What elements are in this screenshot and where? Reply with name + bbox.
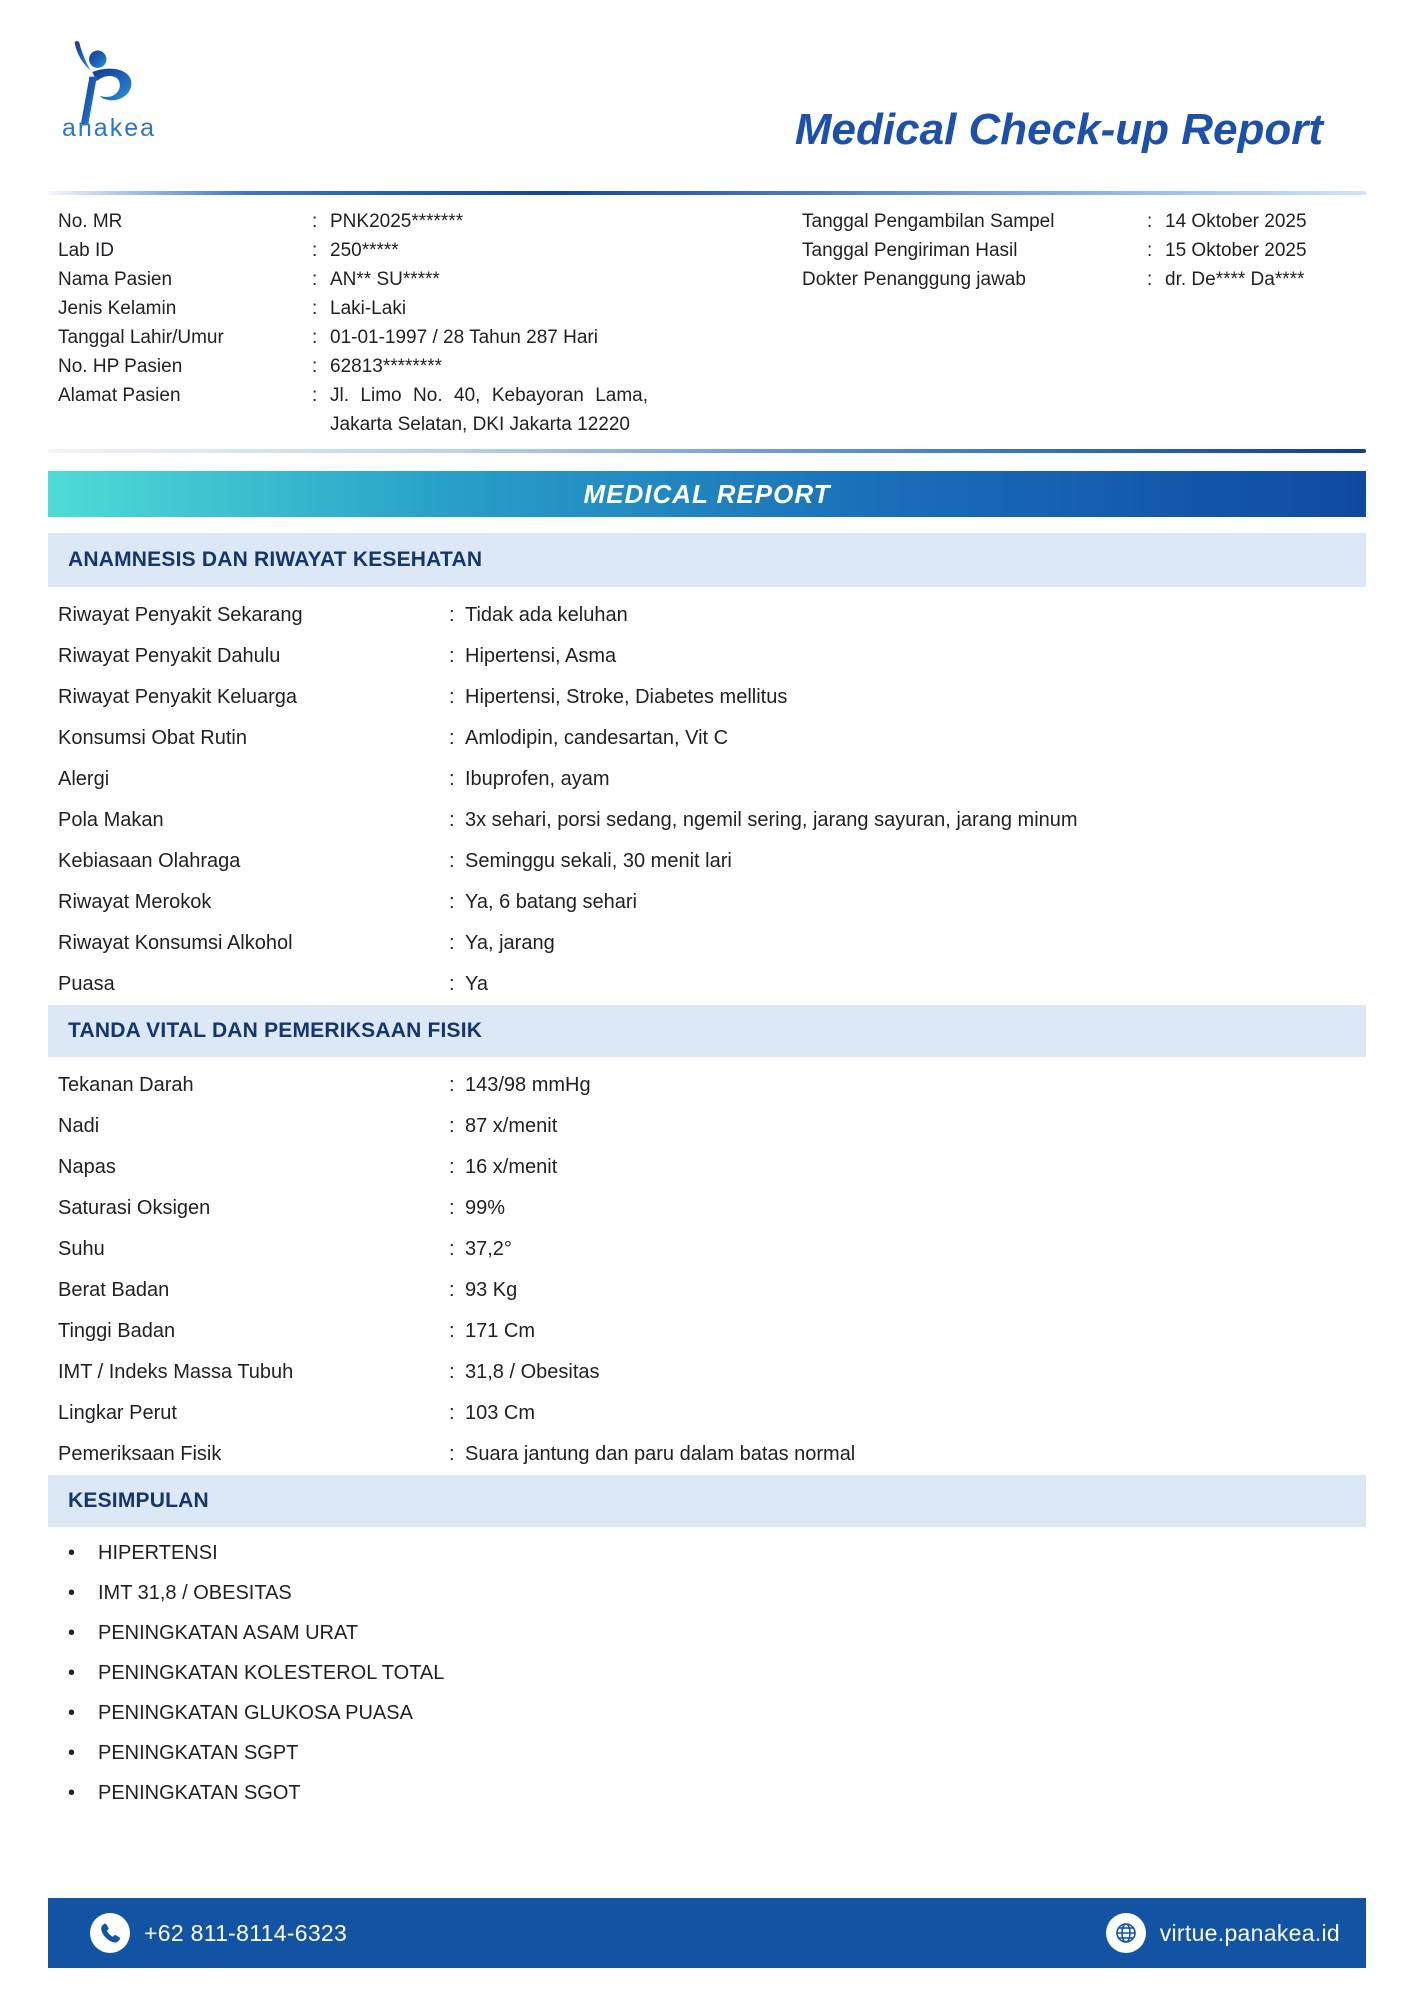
colon: : bbox=[449, 604, 455, 626]
table-row bbox=[58, 1188, 1366, 1229]
field-value: 250***** bbox=[330, 240, 399, 261]
footer-phone-group bbox=[90, 1913, 347, 1953]
section-heading-kesimpulan bbox=[48, 1475, 1366, 1527]
row-label: Saturasi Oksigen bbox=[58, 1197, 211, 1219]
colon: : bbox=[312, 385, 318, 406]
patient-row-jenis-kelamin bbox=[58, 294, 802, 323]
table-row bbox=[58, 882, 1366, 923]
row-label: Alergi bbox=[58, 768, 110, 790]
patient-row-dokter bbox=[802, 265, 1366, 294]
colon: : bbox=[312, 327, 318, 348]
colon: : bbox=[449, 1156, 455, 1178]
table-row bbox=[58, 1311, 1366, 1352]
colon: : bbox=[449, 1443, 455, 1465]
row-label: Puasa bbox=[58, 973, 115, 995]
patient-row-no-mr bbox=[58, 207, 802, 236]
colon: : bbox=[449, 932, 455, 954]
bullet-icon: • bbox=[68, 1661, 76, 1684]
row-label: Berat Badan bbox=[58, 1279, 170, 1301]
row-label: Kebiasaan Olahraga bbox=[58, 850, 241, 872]
row-value: Seminggu sekali, 30 menit lari bbox=[465, 850, 732, 872]
row-value: Ya, jarang bbox=[465, 932, 555, 954]
banner-title: MEDICAL REPORT bbox=[583, 478, 831, 509]
field-label: Alamat Pasien bbox=[58, 385, 181, 406]
field-label: Tanggal Pengiriman Hasil bbox=[802, 240, 1018, 261]
row-value: 143/98 mmHg bbox=[465, 1074, 591, 1096]
patient-row-alamat bbox=[58, 381, 802, 439]
list-item bbox=[68, 1573, 1366, 1613]
patient-row-lab-id bbox=[58, 236, 802, 265]
patient-divider bbox=[48, 449, 1366, 453]
list-item bbox=[68, 1773, 1366, 1813]
row-value: Suara jantung dan paru dalam batas normal bbox=[465, 1443, 856, 1465]
field-label: Dokter Penanggung jawab bbox=[802, 269, 1026, 290]
table-row bbox=[58, 1229, 1366, 1270]
table-row bbox=[58, 1434, 1366, 1475]
medical-report-banner bbox=[48, 471, 1366, 517]
row-value: Hipertensi, Asma bbox=[465, 645, 617, 667]
colon: : bbox=[449, 973, 455, 995]
table-row bbox=[58, 841, 1366, 882]
colon: : bbox=[1147, 240, 1153, 261]
section-title: KESIMPULAN bbox=[68, 1489, 209, 1512]
field-label: Lab ID bbox=[58, 240, 114, 261]
table-row bbox=[58, 595, 1366, 636]
page-title: Medical Check-up Report bbox=[794, 105, 1323, 154]
table-row bbox=[58, 1393, 1366, 1434]
table-row bbox=[58, 1106, 1366, 1147]
conclusion-text: PENINGKATAN ASAM URAT bbox=[98, 1621, 359, 1644]
row-value: Ya bbox=[465, 973, 488, 995]
vitals-rows bbox=[48, 1057, 1366, 1475]
row-value: Ibuprofen, ayam bbox=[465, 768, 610, 790]
colon: : bbox=[449, 1238, 455, 1260]
conclusion-text: PENINGKATAN SGPT bbox=[98, 1741, 299, 1764]
table-row bbox=[58, 1352, 1366, 1393]
colon: : bbox=[449, 850, 455, 872]
row-label: Suhu bbox=[58, 1238, 105, 1260]
colon: : bbox=[449, 891, 455, 913]
table-row bbox=[58, 1147, 1366, 1188]
patient-info-left bbox=[58, 207, 802, 439]
field-value: 14 Oktober 2025 bbox=[1165, 211, 1307, 232]
row-label: Riwayat Penyakit Keluarga bbox=[58, 686, 298, 708]
field-value: PNK2025******* bbox=[330, 211, 464, 232]
section-heading-vitals bbox=[48, 1005, 1366, 1057]
field-value: 62813******** bbox=[330, 356, 442, 377]
row-value: Tidak ada keluhan bbox=[465, 604, 628, 626]
field-value: dr. De**** Da**** bbox=[1165, 269, 1305, 290]
table-row bbox=[58, 1065, 1366, 1106]
colon: : bbox=[312, 269, 318, 290]
colon: : bbox=[1147, 211, 1153, 232]
row-label: Riwayat Penyakit Dahulu bbox=[58, 645, 281, 667]
row-value: 31,8 / Obesitas bbox=[465, 1361, 600, 1383]
patient-row-hp bbox=[58, 352, 802, 381]
colon: : bbox=[449, 727, 455, 749]
table-row bbox=[58, 1270, 1366, 1311]
colon: : bbox=[312, 240, 318, 261]
patient-info bbox=[48, 195, 1366, 449]
conclusion-text: IMT 31,8 / OBESITAS bbox=[98, 1581, 292, 1604]
field-label: Jenis Kelamin bbox=[58, 298, 177, 319]
table-row bbox=[58, 677, 1366, 718]
bullet-icon: • bbox=[68, 1541, 76, 1564]
anamnesis-rows bbox=[48, 587, 1366, 1005]
bullet-icon: • bbox=[68, 1621, 76, 1644]
colon: : bbox=[312, 211, 318, 232]
field-value: Jl. Limo No. 40, Kebayoran Lama, Jakarta Selatan, DKI Jakarta 12220 bbox=[330, 385, 648, 435]
row-value: 16 x/menit bbox=[465, 1156, 558, 1178]
row-label: Lingkar Perut bbox=[58, 1402, 177, 1424]
field-label: Nama Pasien bbox=[58, 269, 173, 290]
colon: : bbox=[449, 1320, 455, 1342]
field-label: Tanggal Lahir/Umur bbox=[58, 327, 224, 348]
list-item bbox=[68, 1613, 1366, 1653]
field-value: Laki-Laki bbox=[330, 298, 407, 319]
field-label: Tanggal Pengambilan Sampel bbox=[802, 211, 1055, 232]
section-title: TANDA VITAL DAN PEMERIKSAAN FISIK bbox=[68, 1019, 483, 1042]
table-row bbox=[58, 759, 1366, 800]
conclusion-text: PENINGKATAN SGOT bbox=[98, 1781, 301, 1804]
table-row bbox=[58, 964, 1366, 1005]
list-item bbox=[68, 1533, 1366, 1573]
row-value: 3x sehari, porsi sedang, ngemil sering, jarang sayuran, jarang minum bbox=[465, 809, 1078, 831]
list-item bbox=[68, 1653, 1366, 1693]
row-label: Tekanan Darah bbox=[58, 1074, 194, 1096]
row-label: IMT / Indeks Massa Tubuh bbox=[58, 1361, 294, 1383]
report-header bbox=[48, 0, 1366, 191]
brand-wordmark: anakea bbox=[62, 114, 157, 142]
patient-info-right bbox=[802, 207, 1366, 439]
conclusion-text: PENINGKATAN KOLESTEROL TOTAL bbox=[98, 1661, 445, 1684]
row-value: 87 x/menit bbox=[465, 1115, 558, 1137]
row-label: Pemeriksaan Fisik bbox=[58, 1443, 222, 1465]
row-value: Ya, 6 batang sehari bbox=[465, 891, 637, 913]
field-label: No. HP Pasien bbox=[58, 356, 183, 377]
row-label: Pola Makan bbox=[58, 809, 164, 831]
footer-website: virtue.panakea.id bbox=[1159, 1919, 1340, 1946]
row-value: 99% bbox=[465, 1197, 506, 1219]
row-label: Tinggi Badan bbox=[58, 1320, 176, 1342]
bullet-icon: • bbox=[68, 1741, 76, 1764]
colon: : bbox=[1147, 269, 1153, 290]
field-value: 01-01-1997 / 28 Tahun 287 Hari bbox=[330, 327, 598, 348]
row-value: 93 Kg bbox=[465, 1279, 518, 1301]
field-label: No. MR bbox=[58, 211, 123, 232]
colon: : bbox=[449, 1402, 455, 1424]
footer-phone: +62 811-8114-6323 bbox=[144, 1919, 348, 1946]
table-row bbox=[58, 923, 1366, 964]
phone-icon bbox=[90, 1913, 130, 1953]
row-value: Amlodipin, candesartan, Vit C bbox=[465, 727, 729, 749]
row-value: 37,2° bbox=[465, 1238, 512, 1260]
field-value: 15 Oktober 2025 bbox=[1165, 240, 1307, 261]
row-label: Riwayat Merokok bbox=[58, 891, 212, 913]
patient-row-tanggal-lahir bbox=[58, 323, 802, 352]
table-row bbox=[58, 718, 1366, 759]
patient-row-nama bbox=[58, 265, 802, 294]
colon: : bbox=[449, 1115, 455, 1137]
footer-bar bbox=[48, 1898, 1366, 1968]
conclusion-text: PENINGKATAN GLUKOSA PUASA bbox=[98, 1701, 413, 1724]
patient-row-tanggal-sampel bbox=[802, 207, 1366, 236]
row-label: Napas bbox=[58, 1156, 116, 1178]
row-value: 103 Cm bbox=[465, 1402, 536, 1424]
panakea-logo bbox=[60, 40, 180, 143]
colon: : bbox=[312, 298, 318, 319]
colon: : bbox=[449, 1279, 455, 1301]
colon: : bbox=[449, 686, 455, 708]
list-item bbox=[68, 1733, 1366, 1773]
bullet-icon: • bbox=[68, 1701, 76, 1724]
conclusion-list bbox=[48, 1527, 1366, 1813]
conclusion-text: HIPERTENSI bbox=[98, 1541, 218, 1564]
colon: : bbox=[449, 645, 455, 667]
globe-icon bbox=[1106, 1913, 1146, 1953]
row-label: Riwayat Penyakit Sekarang bbox=[58, 604, 303, 626]
bullet-icon: • bbox=[68, 1781, 76, 1804]
colon: : bbox=[312, 356, 318, 377]
field-value: AN** SU***** bbox=[330, 269, 440, 290]
row-value: Hipertensi, Stroke, Diabetes mellitus bbox=[465, 686, 788, 708]
row-label: Riwayat Konsumsi Alkohol bbox=[58, 932, 293, 954]
bullet-icon: • bbox=[68, 1581, 76, 1604]
colon: : bbox=[449, 1074, 455, 1096]
row-label: Nadi bbox=[58, 1115, 100, 1137]
table-row bbox=[58, 636, 1366, 677]
footer-website-group bbox=[1106, 1913, 1340, 1953]
colon: : bbox=[449, 768, 455, 790]
row-value: 171 Cm bbox=[465, 1320, 536, 1342]
patient-row-tanggal-hasil bbox=[802, 236, 1366, 265]
section-heading-anamnesis bbox=[48, 533, 1366, 587]
list-item bbox=[68, 1693, 1366, 1733]
table-row bbox=[58, 800, 1366, 841]
row-label: Konsumsi Obat Rutin bbox=[58, 727, 247, 749]
colon: : bbox=[449, 1361, 455, 1383]
colon: : bbox=[449, 1197, 455, 1219]
colon: : bbox=[449, 809, 455, 831]
section-title: ANAMNESIS DAN RIWAYAT KESEHATAN bbox=[68, 548, 483, 571]
